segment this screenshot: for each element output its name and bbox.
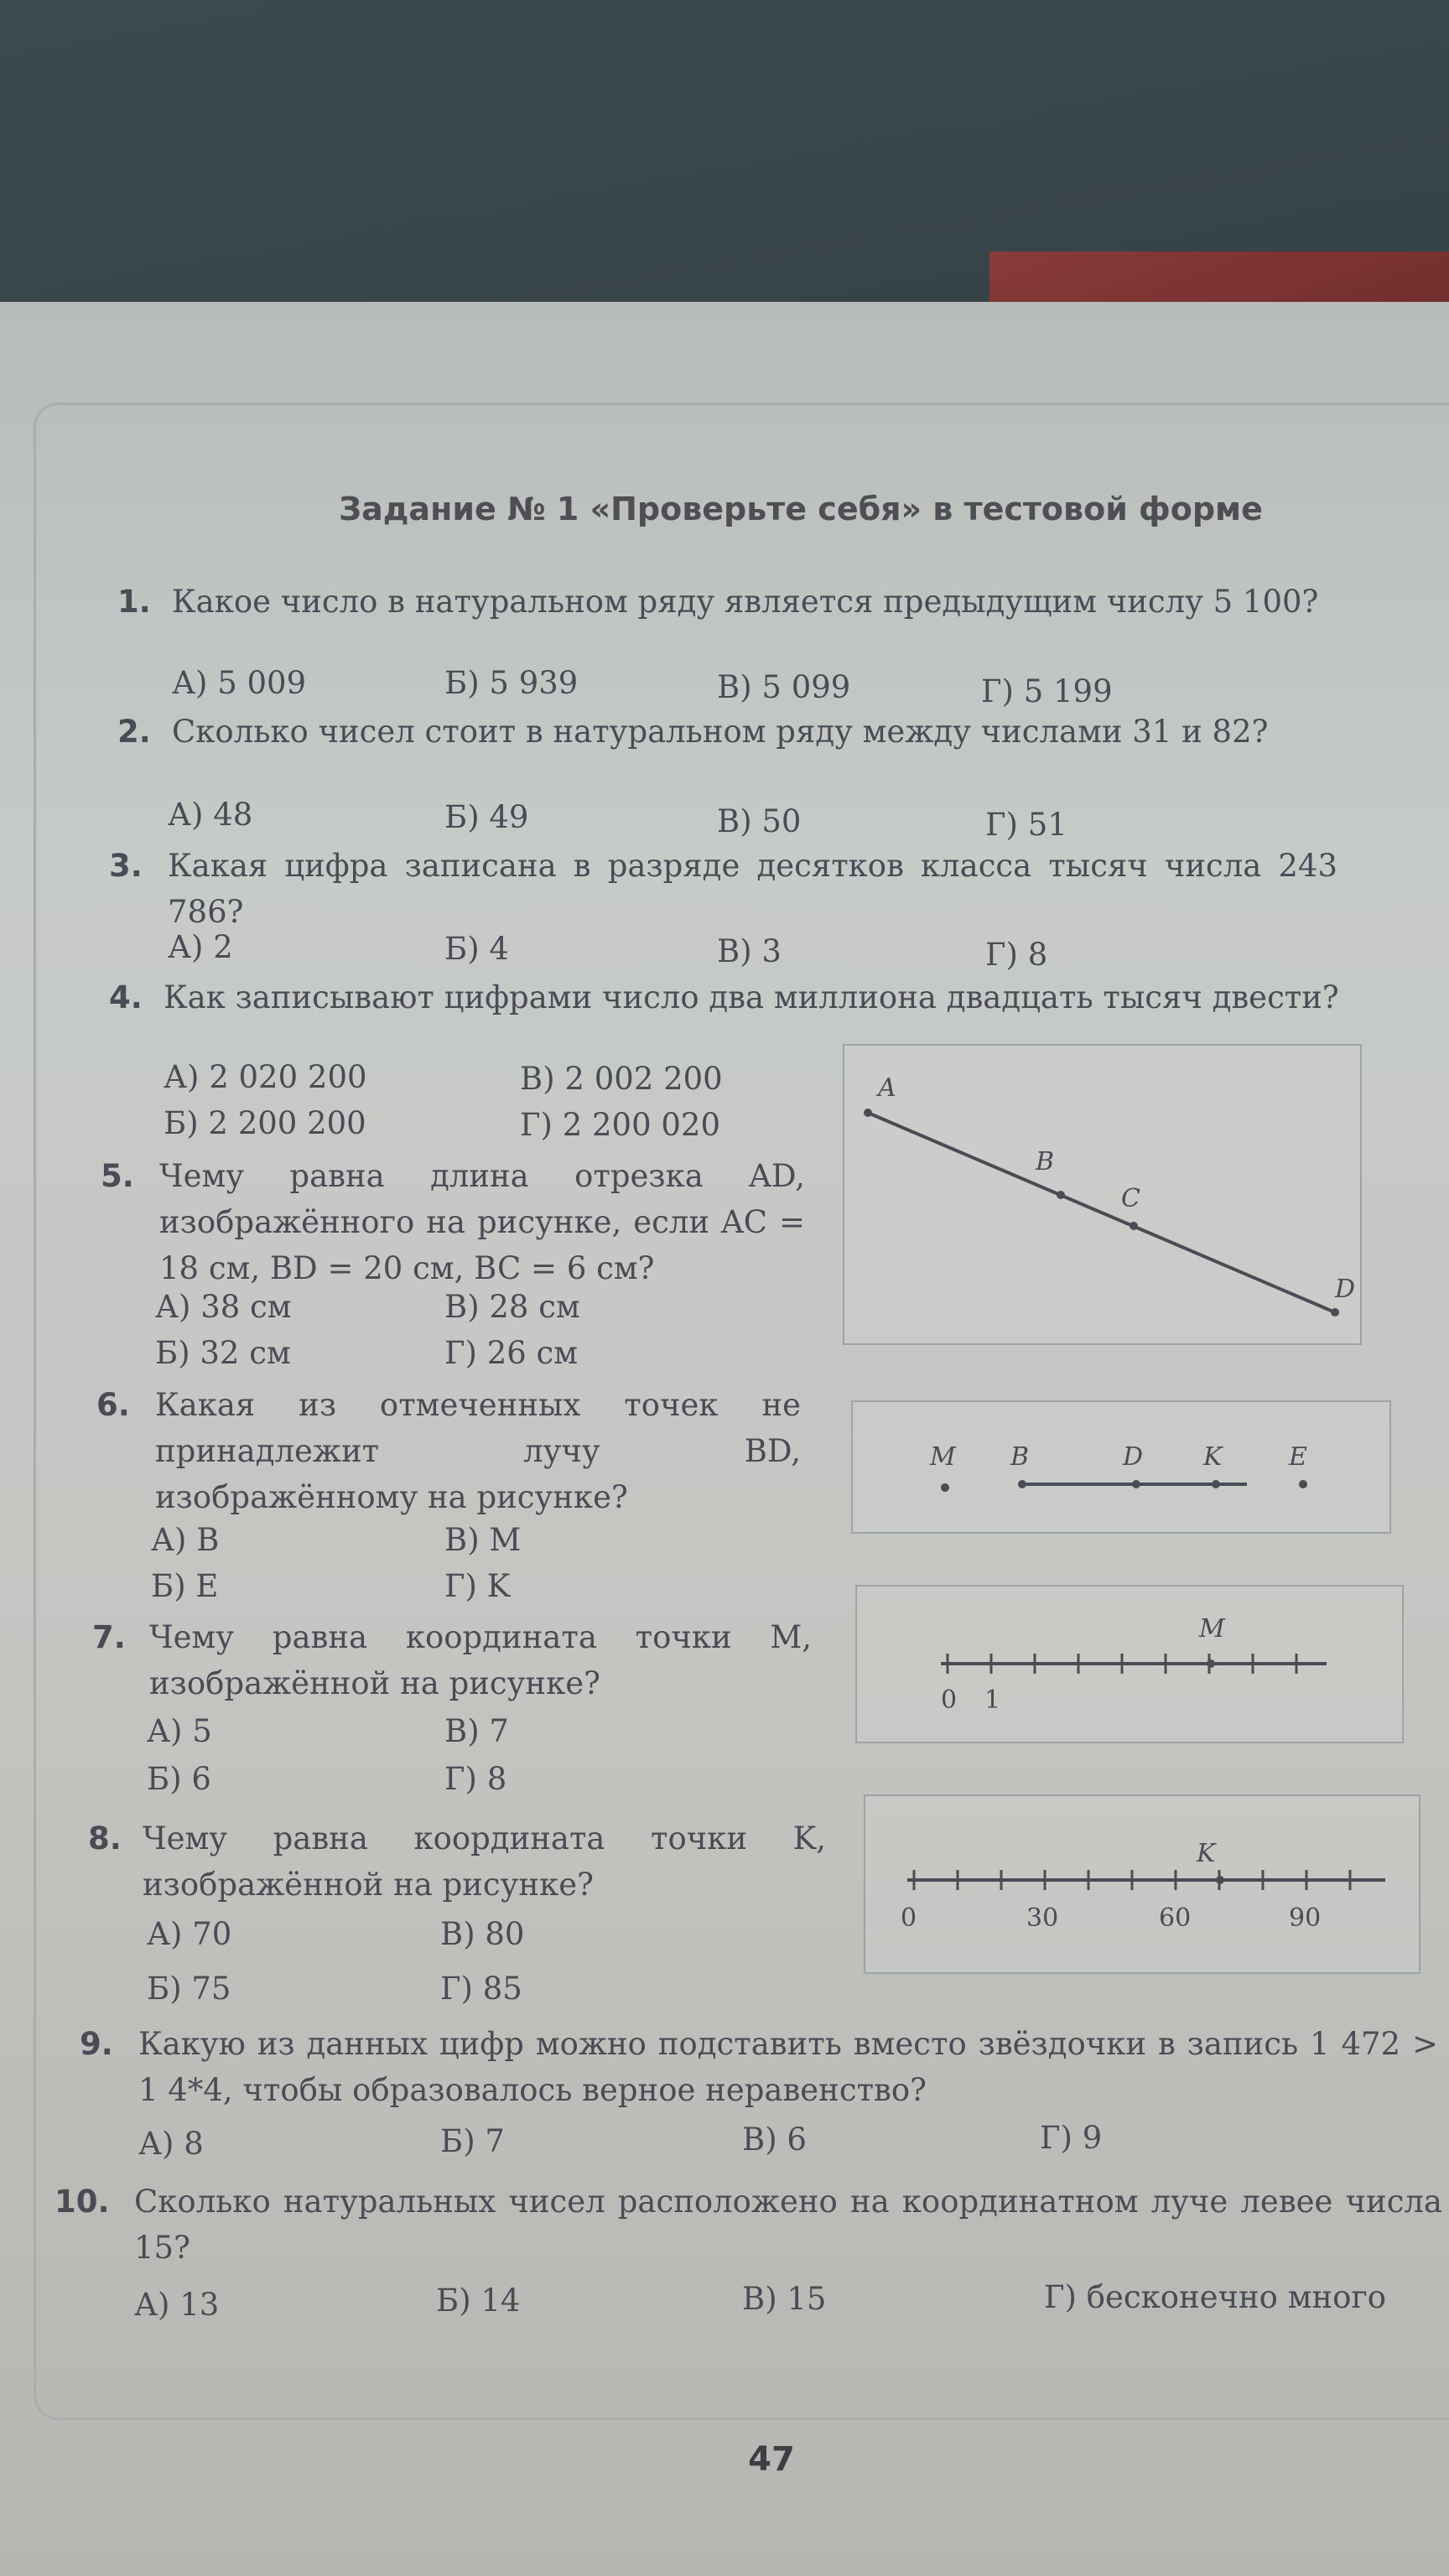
option[interactable]: Б) 75 [147,1971,231,2007]
tick-label-0: 0 [901,1903,917,1933]
label-d: D [1335,1275,1356,1304]
option[interactable]: В) 5 099 [717,669,851,705]
label-a: A [878,1073,896,1103]
option[interactable]: Г) 5 199 [981,673,1113,709]
figure-ray-bd [851,1400,1391,1534]
option[interactable]: А) 5 009 [172,665,307,701]
point-c [1130,1222,1138,1230]
option[interactable]: Г) 85 [440,1971,522,2007]
option[interactable]: А) 2 [168,929,233,965]
question-10 [55,2179,1446,2275]
option[interactable]: Г) 2 200 020 [520,1107,721,1143]
figure-coordinate-ray-m [855,1585,1404,1743]
option[interactable]: Г) 8 [444,1761,507,1797]
option[interactable]: Б) E [151,1568,219,1604]
label-c: C [1121,1184,1140,1213]
tick-label-30: 30 [1026,1903,1059,1933]
question-6 [96,1382,801,1524]
question-text: Какая из отмеченных точек не принадлежит лучу BD, изображённому на рисунке? [155,1387,801,1515]
option[interactable]: Б) 7 [440,2123,505,2159]
option[interactable]: В) 28 см [444,1289,580,1325]
label-e: E [1289,1442,1307,1472]
question-text: Какая цифра записана в разряде десятков класса тысяч числа 243 786? [168,848,1337,930]
question-number: 3. [109,848,143,884]
option[interactable]: В) 15 [742,2281,827,2317]
figure-coordinate-ray-k [864,1794,1420,1974]
question-8 [88,1815,826,1912]
question-1 [117,579,1342,671]
question-number: 5. [101,1158,134,1194]
question-text: Сколько натуральных чисел расположено на координатном луче левее числа 15? [134,2184,1442,2266]
option[interactable]: Б) 14 [436,2283,521,2319]
question-number: 9. [80,2026,113,2062]
question-text: Сколько чисел стоит в натуральном ряду между числами 31 и 82? [172,714,1269,750]
option[interactable]: Б) 5 939 [444,665,579,701]
page-number: 47 [748,2440,795,2479]
point-d [1132,1480,1140,1488]
label-b: B [1036,1147,1055,1176]
option[interactable]: А) B [151,1522,220,1558]
question-number: 6. [96,1387,130,1423]
option[interactable]: А) 38 см [155,1289,292,1325]
question-number: 1. [117,584,151,620]
option[interactable]: В) 2 002 200 [520,1061,723,1097]
option[interactable]: А) 48 [168,797,253,833]
tick-label-60: 60 [1159,1903,1192,1933]
question-5 [101,1153,805,1296]
option[interactable]: А) 70 [147,1916,232,1952]
option[interactable]: Г) 26 см [444,1335,579,1371]
option[interactable]: А) 5 [147,1713,212,1749]
page-title: Задание № 1 «Проверьте себя» в тестовой форме [339,491,1263,527]
question-7 [92,1614,813,1711]
question-text: Чему равна координата точки M, изображённой на рисунке? [149,1619,812,1701]
point-b [1057,1191,1065,1199]
tick-label-0: 0 [941,1685,958,1715]
ray-m-svg [857,1587,1402,1742]
label-m: M [930,1442,956,1472]
point-m [941,1483,949,1492]
point-a [864,1109,872,1117]
option[interactable]: Б) 4 [444,931,509,967]
tick-label-1: 1 [984,1685,1001,1715]
label-k: K [1197,1839,1216,1868]
question-number: 4. [109,979,143,1015]
ray-k-svg [865,1796,1419,1972]
option[interactable]: А) 13 [134,2287,220,2323]
option[interactable]: В) 7 [444,1713,509,1749]
label-d: D [1123,1442,1144,1472]
option[interactable]: Б) 32 см [155,1335,291,1371]
point-e [1299,1480,1307,1488]
question-text: Какую из данных цифр можно подставить вместо звёздочки в запись 1 472 > 1 4*4, чтобы образовалось верное неравенство? [138,2026,1438,2108]
label-k: K [1203,1442,1223,1472]
tick-label-90: 90 [1289,1903,1322,1933]
label-b: B [1010,1442,1030,1472]
question-number: 2. [117,714,151,750]
option[interactable]: А) 2 020 200 [164,1059,367,1095]
question-text: Чему равна координата точки K, изображённой на рисунке? [143,1820,826,1903]
option[interactable]: В) 80 [440,1916,525,1952]
ray-m-point [1207,1659,1215,1668]
ray-k-point [1216,1876,1224,1884]
label-m: M [1199,1614,1225,1644]
question-text: Чему равна длина отрезка AD, изображённого на рисунке, если AC = 18 см, BD = 20 см, BC = 6 см? [159,1158,805,1286]
option[interactable]: В) M [444,1522,522,1558]
figure-segment [843,1044,1362,1345]
option[interactable]: Г) 51 [985,807,1067,843]
question-text: Как записывают цифрами число два миллиона двадцать тысяч двести? [164,979,1339,1015]
question-2 [117,709,1342,801]
option[interactable]: А) 8 [138,2126,204,2162]
point-d [1331,1308,1339,1317]
question-number: 7. [92,1619,126,1655]
option[interactable]: Г) 9 [1040,2120,1103,2156]
option[interactable]: Б) 49 [444,799,529,835]
point-b [1018,1480,1026,1488]
point-k [1212,1480,1220,1488]
option[interactable]: Г) K [444,1568,511,1604]
question-3 [109,843,1342,935]
option[interactable]: В) 50 [717,803,802,839]
option[interactable]: Б) 2 200 200 [164,1105,366,1141]
option[interactable]: Г) бесконечно много [1044,2279,1387,2315]
question-number: 10. [55,2184,110,2220]
segment-ad [868,1113,1335,1312]
question-number: 8. [88,1820,122,1857]
option[interactable]: В) 3 [717,933,782,969]
option[interactable]: Г) 8 [985,937,1048,973]
option[interactable]: В) 6 [742,2122,807,2158]
question-text: Какое число в натуральном ряду является предыдущим числу 5 100? [172,584,1319,620]
option[interactable]: Б) 6 [147,1761,211,1797]
question-9 [80,2021,1442,2117]
